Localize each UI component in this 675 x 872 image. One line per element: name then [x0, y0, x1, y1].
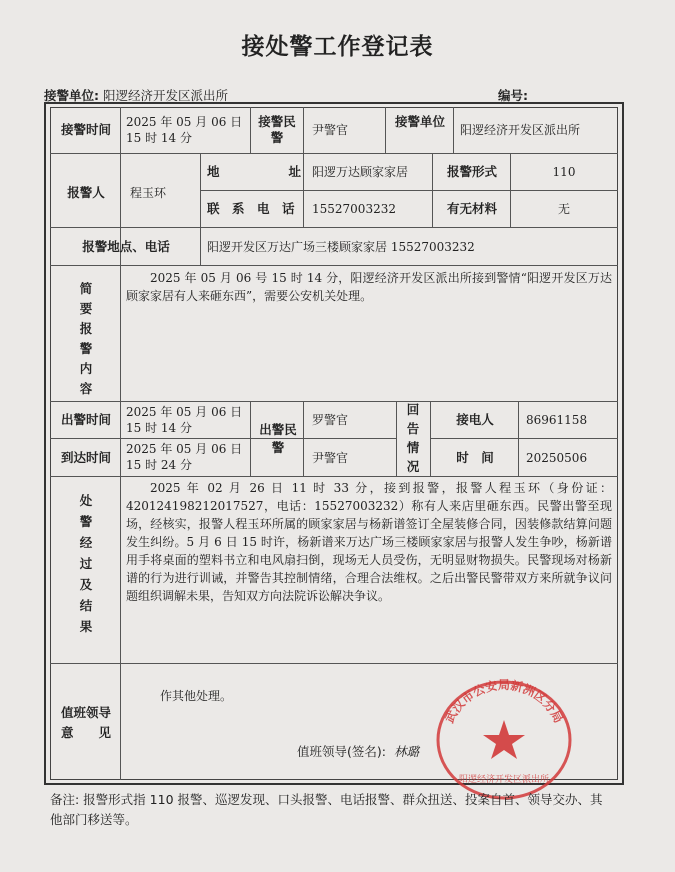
summary-text: 2025 年 05 月 06 号 15 时 14 分，阳逻经济开发区派出所接到警情“阳逻开发区万达顾家家居有人来砸东西”，需要公安机关处理。 [126, 271, 612, 303]
callback-label: 回告情况 [406, 402, 420, 474]
svg-text:武汉市公安局新洲区分局 [441, 677, 566, 725]
seal-star-icon [483, 720, 525, 759]
report-form-label: 报警形式 [446, 164, 497, 179]
police-seal [430, 672, 578, 802]
process-text: 2025 年 02 月 26 日 11 时 33 分，接到报警，报警人程玉环（身份证：420124198212017527，电话：15527003232）称有人来店里砸东西。民警出警至现场，经核实，报警人程玉环所属的顾家家居与杨新谱签订全屋装修合同，因装修款结算问题发生纠纷。5 月 6 日 15 时许，杨新谱来万达广场三楼顾家家居与报警人发生争吵，杨新谱用手将桌面的塑料书立和电风扇扫倒，现场无人员受伤，无明显财物损失。民警现场对杨新谱的行为进行训诫，并警告其控制情绪，合理合法维权。之后出警民警带双方来所就争议问题组织调解未果，告知双方向法院诉讼解决争议。 [126, 481, 612, 603]
receiver-value: 86961158 [526, 413, 588, 427]
dispatch-officer-1: 罗警官 [312, 413, 349, 427]
receive-unit-value: 阳逻经济开发区派出所 [460, 123, 581, 137]
dispatch-time-label: 出警时间 [60, 412, 111, 427]
phone-label: 联 系 电 话 [207, 201, 295, 216]
receive-unit-label: 接警单位 [394, 114, 445, 129]
header-unit-label: 接警单位: [44, 88, 99, 103]
arrive-time-label: 到达时间 [60, 450, 111, 465]
header-number-label: 编号: [498, 88, 528, 103]
address-label: 地 址 [207, 164, 301, 179]
reporter-label: 报警人 [67, 185, 105, 200]
receive-time-value: 2025 年 05 月 06 日 15 时 14 分 [126, 115, 243, 145]
page-title: 接处警工作登记表 [241, 34, 434, 60]
summary-label: 简要报警内容 [79, 281, 93, 396]
receive-officer-label: 接警民警 [258, 114, 296, 145]
signature-label: 值班领导(签名): [297, 744, 386, 759]
callback-time-value: 20250506 [526, 451, 588, 465]
footnote: 备注: 报警形式指 110 报警、巡逻发现、口头报警、电话报警、群众扭送、投案自首、领导交办、其他部门移送等。 [50, 792, 603, 827]
arrive-time-value: 2025 年 05 月 06 日 15 时 24 分 [126, 442, 243, 472]
location-value: 阳逻开发区万达广场三楼顾家家居 15527003232 [207, 240, 475, 254]
leader-signature [297, 742, 419, 760]
header-unit-value: 阳逻经济开发区派出所 [102, 88, 228, 103]
report-form-value: 110 [552, 165, 576, 179]
receive-officer-value: 尹警官 [312, 123, 349, 137]
address-value: 阳逻万达顾家家居 [312, 165, 409, 179]
leader-opinion: 作其他处理。 [160, 689, 233, 703]
dispatch-time-value: 2025 年 05 月 06 日 15 时 14 分 [126, 405, 243, 435]
phone-value: 15527003232 [312, 202, 396, 216]
material-value: 无 [557, 202, 570, 216]
signature-name: 林璐 [393, 744, 419, 759]
reporter-name: 程玉环 [130, 186, 167, 200]
leader-label: 值班领导意 见 [60, 705, 111, 740]
dispatch-officers-label: 出警民警 [259, 422, 297, 455]
location-label: 报警地点、电话 [82, 239, 170, 254]
material-label: 有无材料 [446, 201, 497, 216]
seal-ring-text: 武汉市公安局新洲区分局 [442, 678, 566, 726]
dispatch-officer-2: 尹警官 [312, 451, 349, 465]
process-label: 处警经过及结果 [79, 493, 93, 634]
callback-time-label: 时 间 [456, 450, 494, 465]
receiver-label: 接电人 [456, 412, 494, 427]
receive-time-label: 接警时间 [60, 122, 111, 137]
seal-bottom-text: 阳逻经济开发区派出所 [458, 775, 550, 785]
